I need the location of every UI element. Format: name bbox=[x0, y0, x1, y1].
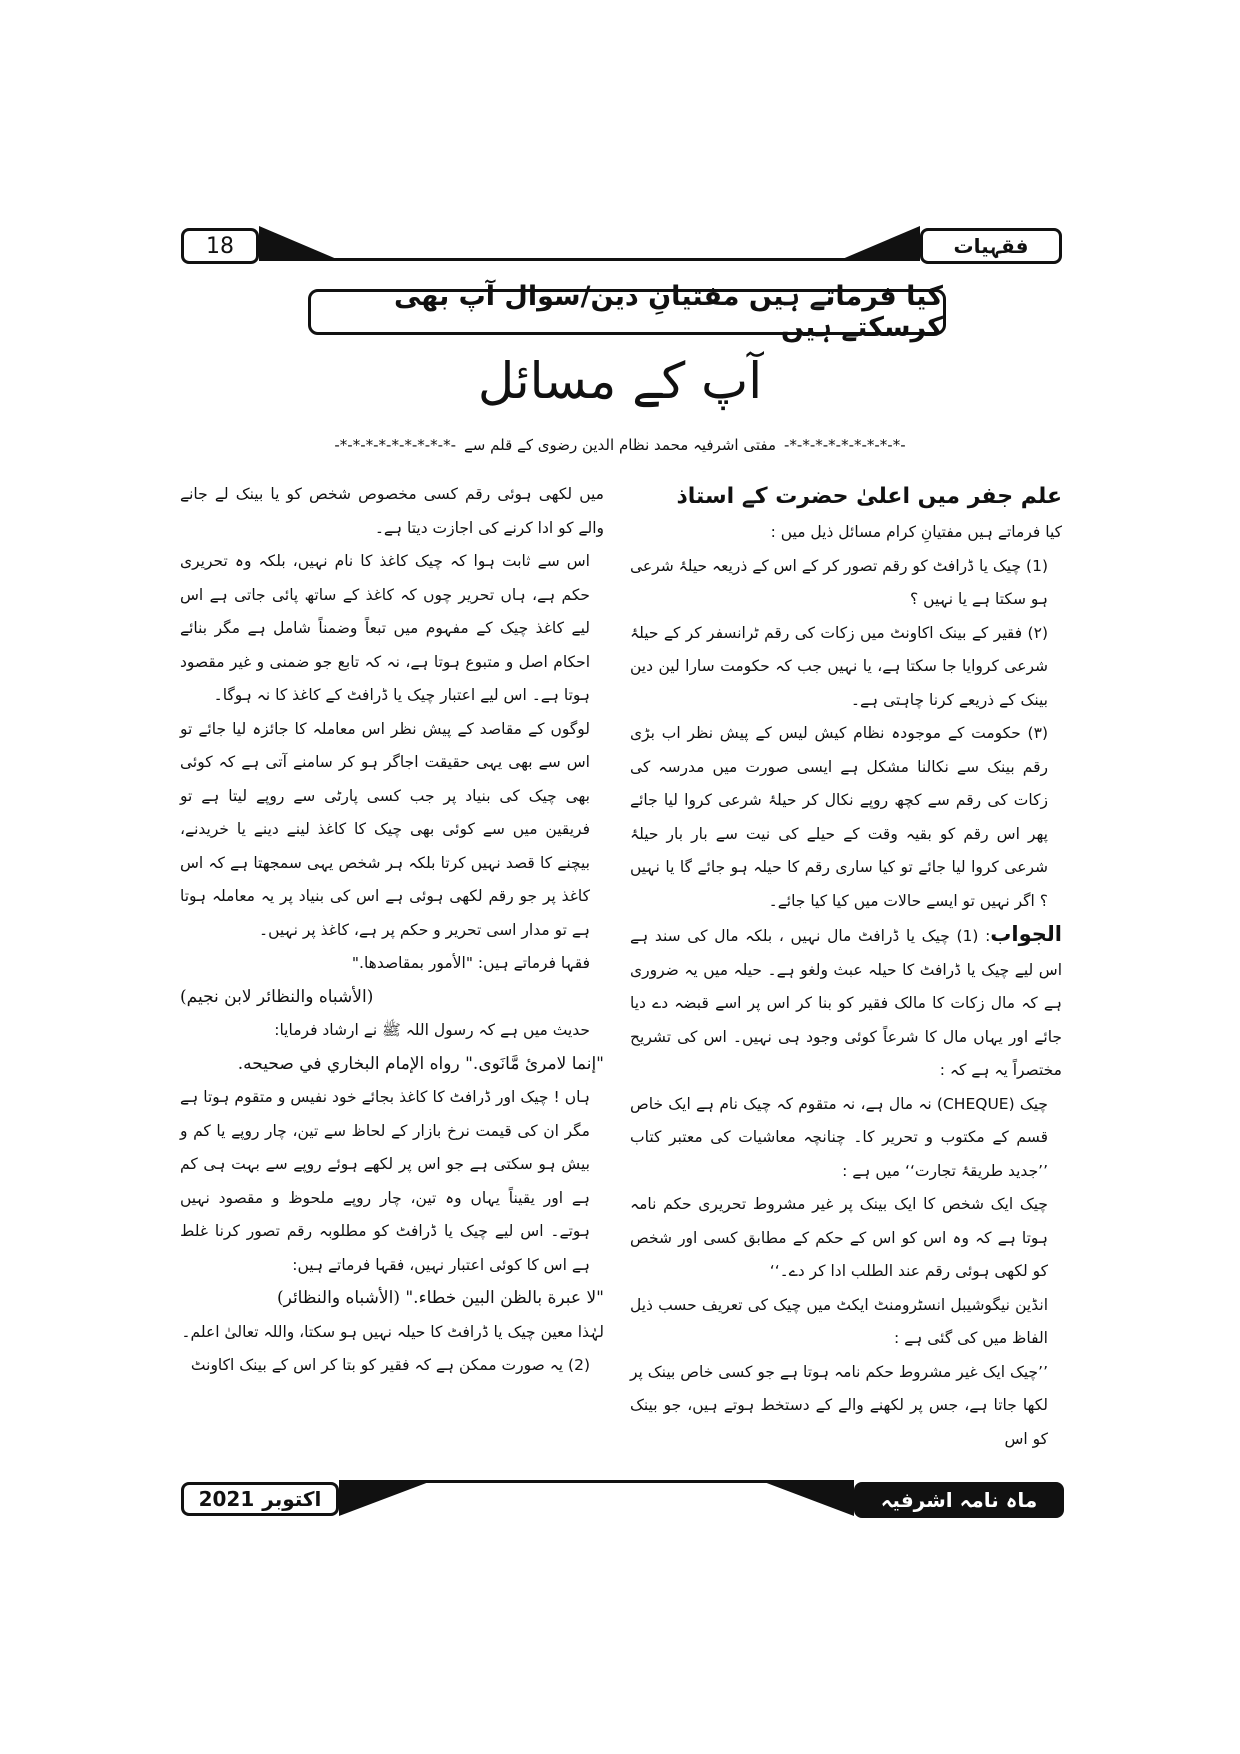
answer-text: : (1) چیک یا ڈرافٹ مال نہیں ، بلکہ مال کی سند ہے اس لیے چیک یا ڈرافٹ کا حیلہ عبث ولغو ہے۔ حیلہ میں یہ ضروری ہے کہ مال زکات کا مالک فقیر کو بنا کر اس پر اسے قبضہ دے دیا جائے اور یہاں مال کا شرعاً کوئی وجود ہی نہیں۔ اس کی تشریح مختصراً یہ ہے کہ : bbox=[630, 927, 1062, 1079]
header-rule bbox=[259, 258, 920, 261]
question-2: (۲) فقیر کے بینک اکاونٹ میں زکات کی رقم ٹرانسفر کر کے حیلۂ شرعی کروایا جا سکتا ہے، یا نہیں جب کہ حکومت سارا لین دین بینک کے ذریعے کرنا چاہتی ہے۔ bbox=[630, 623, 1048, 709]
answer-paragraph-5: ’’چیک ایک غیر مشروط حکم نامہ ہوتا ہے جو کسی خاص بینک پر لکھا جاتا ہے، جس پر لکھنے والے کے دستخط ہوتے ہیں، جو بینک کو اس bbox=[630, 1362, 1048, 1448]
left-paragraph-1: میں لکھی ہوئی رقم کسی مخصوص شخص کو یا بینک لے جانے والے کو ادا کرنے کی اجازت دیتا ہے۔ bbox=[180, 485, 604, 537]
footer-wedge-left bbox=[339, 1482, 429, 1516]
question-intro: کیا فرماتے ہیں مفتیانِ کرام مسائل ذیل میں : bbox=[770, 523, 1062, 541]
byline-text: مفتی اشرفیہ محمد نظام الدین رضوی کے قلم سے bbox=[464, 436, 776, 454]
issue-date bbox=[181, 1482, 339, 1516]
question-3: (۳) حکومت کے موجودہ نظام کیش لیس کے پیش نظر اب بڑی رقم بینک سے نکالنا مشکل ہے ایسی صورت میں مدرسہ کی زکات کی رقم سے کچھ روپے نکال کر حیلۂ شرعی کروا لیا جائے پھر اس رقم کو بقیہ وقت کے حیلے کی نیت سے بار بار حیلۂ شرعی کروا لیا جائے تو کیا ساری رقم کا حیلہ ہو جائے گا یا نہیں ؟ اگر نہیں تو ایسے حالات میں کیا کیا جائے۔ bbox=[630, 724, 1048, 910]
conclusion: لہٰذا معین چیک یا ڈرافٹ کا حیلہ نہیں ہو سکتا، واللہ تعالیٰ اعلم۔ bbox=[181, 1322, 604, 1341]
question-1: (1) چیک یا ڈرافٹ کو رقم تصور کر کے اس کے ذریعہ حیلۂ شرعی ہو سکتا ہے یا نہیں ؟ bbox=[630, 556, 1048, 608]
column-banner: کیا فرماتے ہیں مفتیانِ دین/سوال آپ بھی کرسکتے ہیں bbox=[308, 289, 946, 335]
left-column bbox=[180, 478, 604, 1383]
answer-paragraph-3: چیک ایک شخص کا ایک بینک پر غیر مشروط تحریری حکم نامہ ہوتا ہے کہ وہ اس کو اس کے حکم کے مطابق کسی اور شخص کو لکھی ہوئی رقم عند الطلب ادا کر دے۔‘‘ bbox=[630, 1195, 1048, 1280]
byline-dashes-right: -*-*-*-*-*-*-*-*-*- bbox=[784, 436, 906, 454]
answer-2-start: (2) یہ صورت ممکن ہے کہ فقیر کو بتا کر اس کے بینک اکاونٹ bbox=[190, 1356, 590, 1374]
footer-wedge-right bbox=[764, 1482, 854, 1516]
header-wedge-right bbox=[840, 226, 920, 260]
answer-paragraph-2: چیک (CHEQUE) نہ مال ہے، نہ متقوم کہ چیک نام ہے ایک خاص قسم کے مکتوب و تحریر کا۔ چنانچہ معاشیات کی معتبر کتاب ’’جدید طریقۂ تجارت‘‘ میں ہے : bbox=[630, 1094, 1049, 1180]
issue-year: 2021 bbox=[198, 1487, 255, 1511]
fiqh-maxim-2: "لا عبرة بالظن البين خطاء." (الأشباه والنظائر) bbox=[276, 1288, 604, 1308]
header-wedge-left bbox=[259, 226, 339, 260]
page-title: آپ کے مسائل bbox=[477, 352, 763, 410]
fiqh-maxim-1: فقہا فرماتے ہیں: "الأمور بمقاصدها." bbox=[351, 954, 590, 972]
citation-1: (الأشباه والنظائر لابن نجيم) bbox=[180, 986, 374, 1007]
right-column bbox=[630, 478, 1062, 1456]
issue-month: اکتوبر bbox=[262, 1487, 322, 1511]
page-number: 18 bbox=[181, 228, 259, 264]
left-paragraph-2: اس سے ثابت ہوا کہ چیک کاغذ کا نام نہیں، بلکہ وہ تحریری حکم ہے، ہاں تحریر چوں کہ کاغذ کے ساتھ پائی جاتی ہے اس لیے کاغذ چیک کے مفہوم میں تبعاً وضمناً شامل ہے مگر بنائے احکام اصل و متبوع ہوتا ہے، نہ کہ تابع جو ضمنی و غیر مقصود ہوتا ہے۔ اس لیے اعتبار چیک یا ڈرافٹ کے کاغذ کا نہ ہوگا۔ bbox=[180, 552, 590, 704]
answer-paragraph bbox=[630, 918, 1062, 1088]
left-paragraph-4: ہاں ! چیک اور ڈرافٹ کا کاغذ بجائے خود نفیس و متقوم ہوتا ہے مگر ان کی قیمت نرخ بازار کے لحاظ سے تین، چار روپے یا کم و بیش ہو سکتی ہے جو اس پر لکھے ہوئے روپے سے بہت ہی کم ہے اور یقیناً یہاں وہ تین، چار روپے ملحوظ و مقصود نہیں ہوتے۔ اس لیے چیک یا ڈرافٹ کو مطلوبہ رقم تصور کرنا غلط ہے اس کا کوئی اعتبار نہیں، فقہا فرماتے ہیں: bbox=[180, 1088, 590, 1274]
magazine-name: ماہ نامہ اشرفیہ bbox=[854, 1482, 1064, 1518]
byline bbox=[170, 432, 1070, 458]
byline-dashes-left: -*-*-*-*-*-*-*-*-*- bbox=[334, 436, 457, 454]
answer-label: الجواب bbox=[990, 922, 1062, 946]
left-paragraph-3: لوگوں کے مقاصد کے پیش نظر اس معاملہ کا جائزہ لیا جائے تو اس سے بھی یہی حقیقت اجاگر ہو کر سامنے آتی ہے کہ کوئی بھی چیک کی بنیاد پر جب کسی پارٹی سے روپے لیتا ہے تو فریقین میں سے کوئی بھی چیک کا کاغذ لینے دینے یا خریدنے، بیچنے کا قصد نہیں کرتا بلکہ ہر شخص یہی سمجھتا ہے کہ اس کاغذ پر جو رقم لکھی ہوئی ہے اس کی بنیاد پر یہ معاملہ ہوتا ہے تو مدار اسی تحریر و حکم پر ہے، کاغذ پر نہیں۔ bbox=[180, 719, 590, 939]
hadith-text: "إنما لامرئ مَّانَوى." رواه الإمام البخاري في صحيحه. bbox=[237, 1053, 604, 1074]
section-name: فقہیات bbox=[920, 228, 1062, 264]
section-heading: علم جفر میں اعلیٰ حضرت کے استاذ bbox=[676, 484, 1062, 509]
answer-paragraph-4: انڈین نیگوشیبل انسٹرومنٹ ایکٹ میں چیک کی تعریف حسب ذیل الفاظ میں کی گئی ہے : bbox=[630, 1295, 1048, 1347]
hadith-intro: حدیث میں ہے کہ رسول اللہ ﷺ نے ارشاد فرمایا: bbox=[274, 1021, 590, 1039]
